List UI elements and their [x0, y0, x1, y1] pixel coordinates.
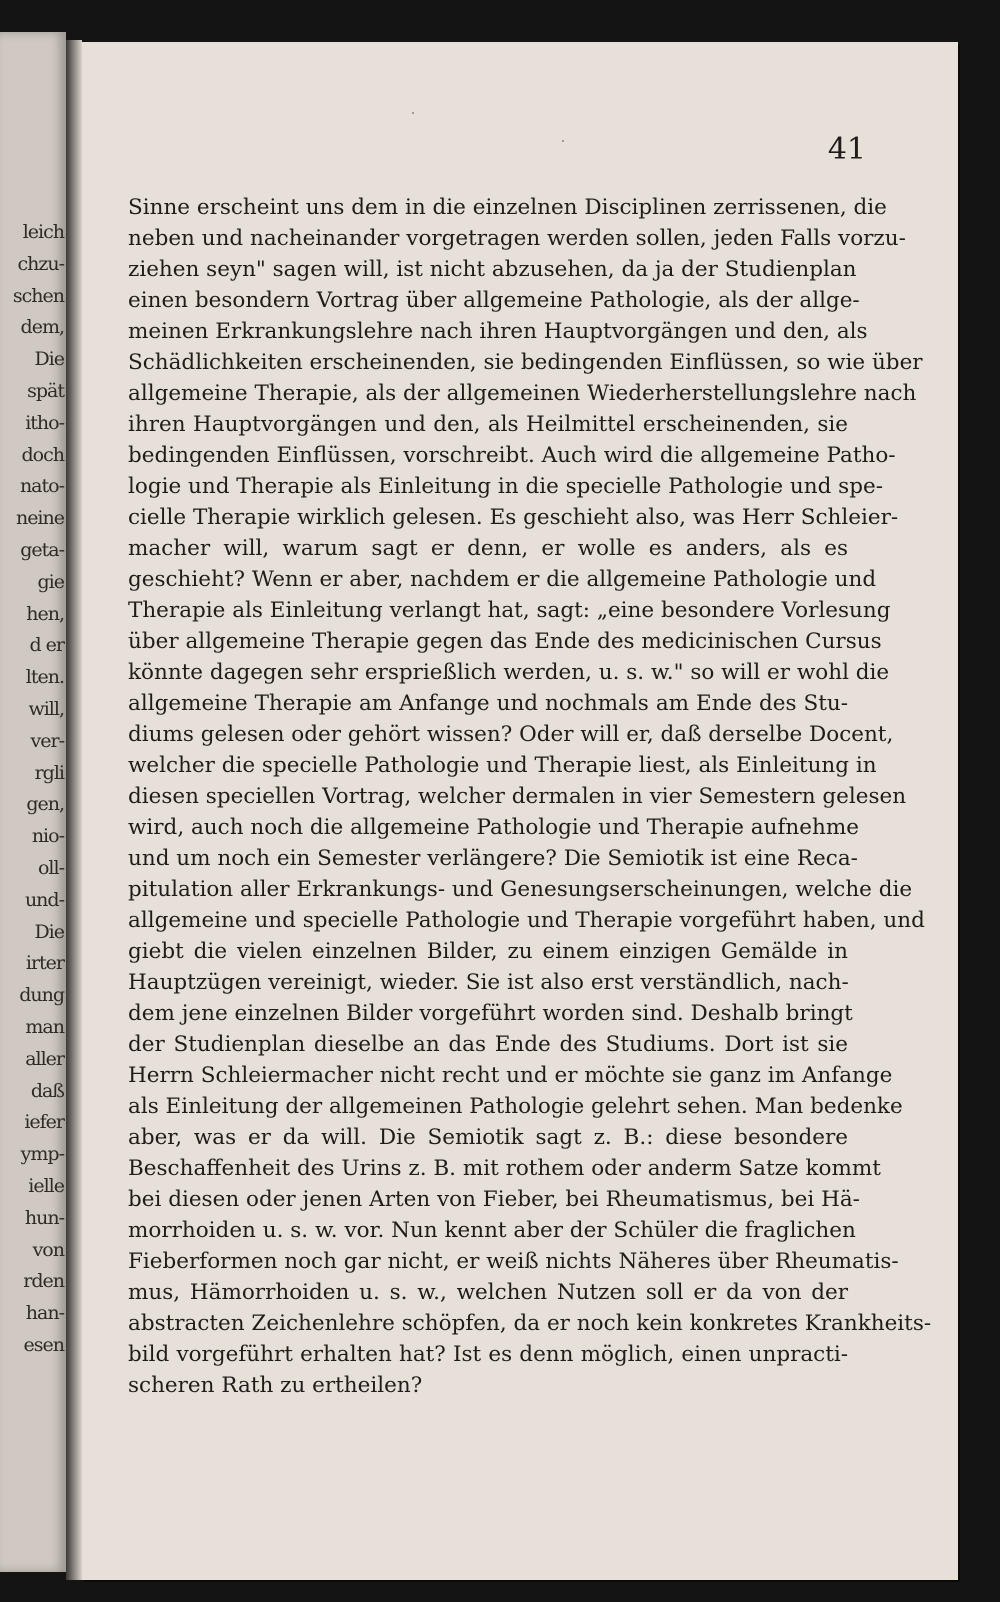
page-body-text	[128, 192, 932, 1401]
text-line: geschieht? Wenn er aber, nachdem er die allgemeine Pathologie und	[128, 567, 877, 592]
left-page-fragment: esen	[23, 1333, 64, 1356]
left-page-fragment: iefer	[24, 1111, 64, 1134]
left-page-fragment: ver-	[30, 729, 64, 752]
text-line: giebt die vielen einzelnen Bilder, zu einem einzigen Gemälde in	[128, 939, 848, 964]
left-page-fragment: gen,	[26, 793, 64, 816]
left-page-fragment: daß	[30, 1079, 64, 1102]
text-line: morrhoiden u. s. w. vor. Nun kennt aber der Schüler die fraglichen	[128, 1218, 856, 1243]
text-line: scheren Rath zu ertheilen?	[128, 1373, 423, 1398]
text-line: bei diesen oder jenen Arten von Fieber, bei Rheumatismus, bei Hä-	[128, 1187, 860, 1212]
left-page-fragment: d er	[29, 634, 64, 657]
text-line: Fieberformen noch gar nicht, er weiß nichts Näheres über Rheumatis-	[128, 1249, 899, 1274]
text-line: über allgemeine Therapie gegen das Ende des medicinischen Cursus	[128, 629, 882, 654]
text-line: allgemeine und specielle Pathologie und Therapie vorgeführt haben, und	[128, 908, 925, 933]
left-page-fragment: doch	[21, 443, 64, 466]
text-line: aber, was er da will. Die Semiotik sagt z. B.: diese besondere	[128, 1125, 848, 1150]
right-page	[82, 42, 958, 1580]
text-line: meinen Erkrankungslehre nach ihren Hauptvorgängen und den, als	[128, 319, 868, 344]
text-line: könnte dagegen sehr ersprießlich werden, u. s. w." so will er wohl die	[128, 660, 890, 685]
text-line: dem jene einzelnen Bilder vorgeführt worden sind. Deshalb bringt	[128, 1001, 853, 1026]
left-page-fragment: irter	[25, 952, 64, 975]
text-line: Therapie als Einleitung verlangt hat, sagt: „eine besondere Vorlesung	[128, 598, 891, 623]
text-line: macher will, warum sagt er denn, er wolle es anders, als es	[128, 536, 848, 561]
left-page-fragment: Die	[34, 920, 64, 943]
left-page-fragment: schen	[12, 284, 64, 307]
left-page-fragment: oll-	[37, 856, 64, 879]
paper-speck	[562, 140, 564, 142]
left-page-fragment: ielle	[28, 1174, 64, 1197]
text-line: logie und Therapie als Einleitung in die specielle Pathologie und spe-	[128, 474, 883, 499]
page-number: 41	[827, 132, 866, 167]
left-page-fragment: aller	[25, 1047, 64, 1070]
left-page-fragment: nato-	[19, 475, 64, 498]
left-page-fragment: chzu-	[17, 252, 64, 275]
text-line: Schädlichkeiten erscheinenden, sie bedingenden Einflüssen, so wie über	[128, 350, 923, 375]
left-page-fragment: Die	[34, 348, 64, 371]
text-line: einen besondern Vortrag über allgemeine Pathologie, als der allge-	[128, 288, 860, 313]
text-line: und um noch ein Semester verlängere? Die Semiotik ist eine Reca-	[128, 846, 858, 871]
left-page-fragment: dem,	[20, 316, 64, 339]
left-page-fragment: nio-	[31, 825, 64, 848]
text-line: ziehen seyn" sagen will, ist nicht abzusehen, da ja der Studienplan	[128, 257, 857, 282]
left-page-fragment: und-	[24, 888, 64, 911]
left-page-text-fragments	[2, 217, 64, 1362]
text-line: als Einleitung der allgemeinen Pathologie gelehrt sehen. Man bedenke	[128, 1094, 903, 1119]
left-page-fragment: gie	[37, 570, 64, 593]
text-line: neben und nacheinander vorgetragen werden sollen, jeden Falls vorzu-	[128, 226, 906, 251]
left-page-fragment: itho-	[25, 411, 64, 434]
left-page-fragment: rgli	[34, 761, 64, 784]
text-line: Herrn Schleiermacher nicht recht und er möchte sie ganz im Anfange	[128, 1063, 893, 1088]
text-line: pitulation aller Erkrankungs- und Genesungserscheinungen, welche die	[128, 877, 913, 902]
left-page-fragment: von	[32, 1238, 64, 1261]
left-page-fragment: han-	[25, 1302, 64, 1325]
text-line: cielle Therapie wirklich gelesen. Es geschieht also, was Herr Schleier-	[128, 505, 899, 530]
book-gutter	[66, 40, 82, 1580]
left-page-fragment: lten.	[25, 666, 64, 689]
text-line: abstracten Zeichenlehre schöpfen, da er noch kein konkretes Krankheits-	[128, 1311, 932, 1336]
left-page-fragment: spät	[27, 379, 64, 402]
left-page-fragment: hen,	[26, 602, 64, 625]
text-line: bild vorgeführt erhalten hat? Ist es denn möglich, einen unpracti-	[128, 1342, 848, 1367]
left-page-fragment: dung	[19, 984, 64, 1007]
left-page-fragment: man	[25, 1015, 64, 1038]
left-page-fragment: rden	[23, 1270, 64, 1293]
text-line: Sinne erscheint uns dem in die einzelnen Disciplinen zerrissenen, die	[128, 195, 887, 220]
left-page-edge	[0, 32, 66, 1572]
text-line: der Studienplan dieselbe an das Ende des Studiums. Dort ist sie	[128, 1032, 848, 1057]
text-line: mus, Hämorrhoiden u. s. w., welchen Nutzen soll er da von der	[128, 1280, 848, 1305]
left-page-fragment: ymp-	[20, 1143, 64, 1166]
text-line: wird, auch noch die allgemeine Pathologie und Therapie aufnehme	[128, 815, 859, 840]
text-line: Hauptzügen vereinigt, wieder. Sie ist also erst verständlich, nach-	[128, 970, 849, 995]
text-line: diesen speciellen Vortrag, welcher dermalen in vier Semestern gelesen	[128, 784, 907, 809]
left-page-fragment: geta-	[20, 538, 64, 561]
text-line: diums gelesen oder gehört wissen? Oder will er, daß derselbe Docent,	[128, 722, 894, 747]
text-line: bedingenden Einflüssen, vorschreibt. Auch wird die allgemeine Patho-	[128, 443, 896, 468]
text-line: Beschaffenheit des Urins z. B. mit rothem oder anderm Satze kommt	[128, 1156, 881, 1181]
text-line: welcher die specielle Pathologie und Therapie liest, als Einleitung in	[128, 753, 877, 778]
left-page-fragment: neine	[15, 507, 64, 530]
left-page-fragment: leich	[22, 221, 64, 243]
text-line: allgemeine Therapie am Anfange und nochmals am Ende des Stu-	[128, 691, 848, 716]
text-line: allgemeine Therapie, als der allgemeinen Wiederherstellungslehre nach	[128, 381, 917, 406]
left-page-fragment: hun-	[24, 1206, 64, 1229]
text-line: ihren Hauptvorgängen und den, als Heilmittel erscheinenden, sie	[128, 412, 848, 437]
left-page-fragment: will,	[28, 697, 64, 720]
paper-speck	[412, 112, 414, 114]
